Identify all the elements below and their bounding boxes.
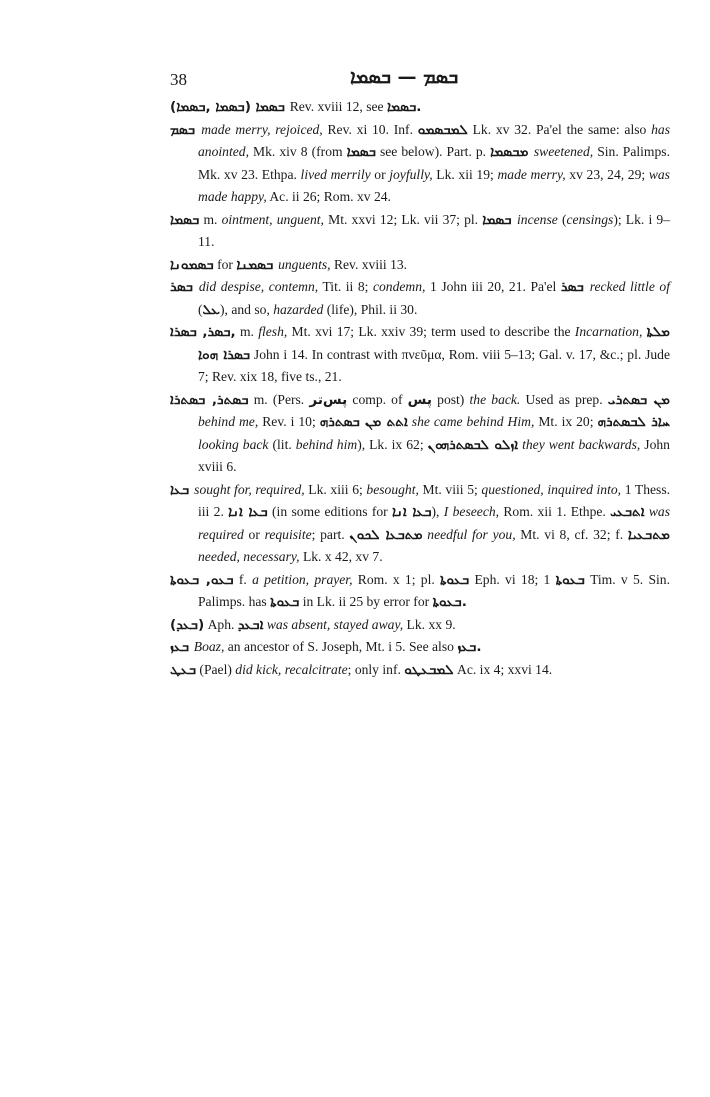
entry-text: Mt. viii 5; (418, 481, 482, 497)
syriac-text: ܒܣܪ (170, 279, 199, 295)
entry-text: 1 Tim. v 5. Sin. Palimps. has (198, 571, 670, 609)
syriac-text: ܥܠ (202, 301, 221, 318)
syriac-text: ܐܙܠܘ ܠܒܣܬܪܗܘܢ (427, 436, 519, 453)
syriac-text: ܒܥܘܬܐ (440, 571, 470, 588)
syriac-text: ܒܥܙ (170, 639, 194, 655)
entry-text: Aph. (204, 616, 238, 632)
entry-text: Lk. xiii 6; (304, 481, 367, 497)
gloss-text: was required (198, 504, 670, 542)
syriac-text: ܡܬܒܥܝܐ (627, 526, 670, 543)
entry-text: ), and so, (220, 301, 274, 317)
running-title: ܒܣܡ — ܒܣܡܐ (350, 66, 459, 88)
gloss-text: hazarded (273, 301, 324, 317)
entry-text: Rom. xii 1. Ethpe. (499, 504, 611, 519)
gloss-text: was made happy, (198, 166, 670, 204)
gloss-text: behind him (295, 436, 358, 452)
syriac-text: ܒܥܘ, ܒܥܘܬܐ (170, 571, 234, 588)
entry-text: ( (557, 211, 567, 227)
gloss-text: they went backwards, (522, 436, 641, 452)
entry-text: Mt. ix 20; (534, 414, 598, 429)
entry-text: ), Lk. ix 62; (357, 436, 428, 452)
entry-text: Mk. xiv 8 (from (248, 144, 347, 159)
syriac-text: ܒܥܐ ܐܢܐ (228, 504, 268, 520)
entry-text: in Lk. ii 25 by error for (299, 594, 433, 609)
gloss-text: made merry, rejoiced, (201, 121, 323, 137)
dictionary-entry (170, 659, 670, 682)
entry-text: Lk. xii 19; (432, 166, 498, 182)
entry-text: 1 Thess. iii 2. (198, 481, 671, 519)
syriac-text: ܒܥܘܬܐ. (432, 594, 467, 610)
gloss-text: sought for, required, (194, 481, 305, 497)
entry-text: m. (199, 211, 222, 227)
syriac-text: ܒܣܡܢܐ (236, 256, 279, 273)
entry-text: for (213, 256, 237, 272)
dictionary-entry (170, 254, 670, 277)
entry-text: or (243, 526, 265, 542)
syriac-text: ܐܬܒܥܝ (610, 504, 645, 520)
entry-text: comp. of (347, 391, 408, 407)
page-header (170, 60, 690, 90)
gloss-text: condemn, (372, 279, 426, 294)
entry-text: Mt. vi 8, cf. 32; f. (515, 526, 628, 542)
entry-text: Lk. xv 32. Pa'el the same: also (467, 121, 652, 137)
entry-text: Used as prep. (520, 391, 608, 407)
entry-text: John i 14. In contrast with πνεῦμα, Rom. viii 5–13; Gal. v. 17, &c.; pl. Jude 7; Rev. xix 18, five ts., 21. (198, 346, 670, 384)
gloss-text: needful for you, (427, 526, 516, 542)
entry-text: m. (235, 324, 259, 339)
syriac-text: ܒܣܡ (170, 121, 202, 138)
gloss-text: lived merrily (300, 166, 371, 182)
entry-text: 1 John iii 20, 21. Pa'el (425, 279, 561, 294)
entry-text: ( (198, 301, 203, 317)
gloss-text: I beseech, (443, 504, 500, 519)
syriac-text: ܠܡܒܣܡܘ (417, 121, 468, 138)
gloss-text: besought, (366, 481, 419, 497)
syriac-text: ܚܐܪ ܠܒܣܬܪܗ (597, 414, 670, 430)
entry-text: Rev. i 10; (258, 414, 320, 429)
entry-text: Ac. ii 26; Rom. xv 24. (266, 189, 391, 204)
entry-text: f. (233, 571, 253, 587)
syriac-text: ܒܣܡܘܢܐ (170, 256, 214, 273)
entry-text: m. (Pers. (248, 391, 310, 407)
gloss-text: questioned, inquired into, (481, 481, 622, 497)
entry-text: see below). Part. p. (375, 144, 491, 159)
page-number: 38 (170, 70, 187, 89)
dictionary-entry (170, 636, 670, 659)
dictionary-entry (170, 321, 670, 389)
entry-text: Rev. xviii 12, see (289, 99, 387, 114)
syriac-text: ܐܒܥܕ (237, 616, 264, 633)
entry-text: Rev. xviii 13. (330, 256, 408, 272)
dictionary-entry (170, 209, 670, 254)
syriac-text: پس (407, 391, 432, 408)
gloss-text: sweetened, (533, 144, 594, 159)
gloss-text: unguents, (278, 256, 331, 272)
gloss-text: she came behind Him, (411, 414, 535, 429)
syriac-text: ܒܣܡܐ. (386, 99, 422, 115)
entry-text: (in some editions for (267, 504, 392, 519)
syriac-text: ܒܥܙ. (457, 639, 482, 655)
gloss-text: did kick, recalcitrate (235, 661, 348, 677)
syriac-text: (ܒܥܕ) (170, 616, 205, 633)
entry-text: Mt. xxvi 12; Lk. vii 37; pl. (323, 211, 483, 227)
gloss-text: made merry, (497, 166, 566, 182)
entry-text: Ac. ix 4; xxvi 14. (453, 661, 553, 677)
gloss-text: censings (566, 211, 614, 227)
entry-text: Rev. xi 10. Inf. (322, 121, 418, 137)
dictionary-entry (170, 119, 670, 209)
gloss-text: the back. (469, 391, 521, 407)
gloss-text: incense (517, 211, 558, 227)
dictionary-entry (170, 479, 670, 569)
entry-text: Rom. x 1; pl. (352, 571, 441, 587)
gloss-text: ointment, unguent, (221, 211, 324, 227)
entry-text: ; part. (311, 526, 350, 542)
dictionary-entry (170, 276, 670, 321)
entry-text: (life), Phil. ii 30. (323, 301, 418, 317)
entry-text: Mt. xvi 17; Lk. xxiv 39; term used to describe the (287, 324, 575, 339)
entry-text: an ancestor of S. Joseph, Mt. i 5. See also (224, 639, 458, 654)
dictionary-entry (170, 96, 670, 119)
gloss-text: Incarnation, (574, 324, 643, 339)
syriac-text: ܐܬܬ ܡܢ ܒܣܬܪܗ (319, 414, 408, 430)
gloss-text: has anointed, (198, 121, 670, 159)
gloss-text: looking back (198, 436, 269, 452)
syriac-text: ܒܥܛ (170, 661, 197, 678)
syriac-text: ܒܥܘܬܐ (555, 571, 585, 588)
gloss-text: a petition, prayer, (252, 571, 353, 587)
entry-text: post) (431, 391, 470, 407)
syriac-text: ܡܬܒܥܐ ܠܟܘܢ (349, 526, 423, 543)
gloss-text: recked little of (589, 279, 670, 294)
entry-text: xv 23, 24, 29; (565, 166, 649, 182)
syriac-text: ܡܠܬܐ ܒܣܪܐ ܗܘܐ (198, 324, 670, 363)
entry-text: (lit. (268, 436, 296, 452)
entry-text: (Pael) (196, 661, 236, 677)
gloss-text: Boaz, (193, 639, 225, 654)
entry-text: Eph. vi 18; (469, 571, 544, 587)
dictionary-entries (170, 96, 670, 681)
syriac-text: ܒܣܡܐ (346, 144, 376, 160)
syriac-text: ܒܥܐ (170, 481, 195, 498)
dictionary-entry (170, 569, 670, 614)
entry-text: John xviii 6. (198, 436, 670, 474)
gloss-text: joyfully, (389, 166, 433, 182)
dictionary-entry (170, 614, 670, 637)
syriac-text: ܒܥܘܬܐ (270, 594, 300, 610)
gloss-text: needed, necessary, (198, 549, 300, 564)
entry-text: ), (431, 504, 444, 519)
syriac-text: ܒܣܪ, ܒܣܪܐ, (170, 324, 236, 340)
syriac-text: ܒܣܬܪ, ܒܣܬܪܐ (170, 391, 249, 408)
entry-text: Lk. x 42, xv 7. (299, 549, 383, 564)
syriac-text: ܒܣܡܐ (482, 211, 518, 228)
syriac-text: ܒܣܡܐ (170, 211, 200, 228)
entry-text: Lk. xx 9. (403, 616, 456, 632)
gloss-text: requisite (264, 526, 312, 542)
syriac-text: ܡܒܣܡܐ (490, 144, 534, 160)
gloss-text: was absent, stayed away, (266, 616, 404, 632)
syriac-text: پس‌تر (309, 391, 348, 408)
entry-text: Sin. Palimps. Mk. xv 23. Ethpa. (198, 144, 670, 182)
syriac-text: ܒܥܐ ܐܢܐ (392, 504, 432, 520)
entry-text: or (370, 166, 390, 182)
syriac-text: ܒܣܪ (560, 279, 590, 295)
gloss-text: flesh, (258, 324, 288, 339)
entry-text: ); Lk. i 9–11. (198, 211, 670, 249)
syriac-text: ܡܢ ܒܣܬܪܝ (607, 391, 670, 408)
entry-text: Tit. ii 8; (318, 279, 373, 294)
gloss-text: behind me, (198, 414, 259, 429)
syriac-text: ܠܡܒܥܛܘ (404, 661, 454, 678)
dictionary-entry (170, 389, 670, 479)
entry-text: ; only inf. (347, 661, 405, 677)
syriac-text: ܒܣܡܐ (ܒܣܡܐ ,ܒܣܡܐ) (170, 99, 290, 115)
gloss-text: did despise, contemn, (198, 279, 319, 294)
